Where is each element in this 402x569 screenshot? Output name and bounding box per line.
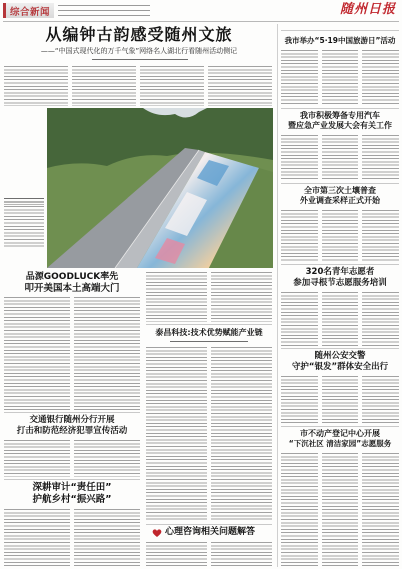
article-divider <box>281 348 399 349</box>
article-body-text <box>74 509 140 566</box>
article-headline: 泰昌科技:技术优势赋能产业链 <box>155 328 263 337</box>
article-body-text <box>362 376 399 424</box>
article-body-text <box>281 292 318 346</box>
caption-lead-text <box>4 198 44 205</box>
article-body <box>281 135 399 181</box>
article-body-text <box>281 135 318 181</box>
article-body-text <box>208 66 272 106</box>
article-body-text <box>146 347 207 522</box>
article-divider <box>281 30 399 31</box>
article-headline: 守护“银发”群体安全出行 <box>291 362 389 372</box>
article-body-text <box>211 272 272 322</box>
article-body-text <box>74 297 140 410</box>
article-headline: 心理咨询相关问题解答 <box>165 527 256 537</box>
article-divider <box>281 108 399 109</box>
article-headline: 我市积极筹备专用汽车 <box>300 111 380 120</box>
main-subheadline: ——“中国式现代化的万千气象”网络名人湖北行看随州活动侧记 <box>40 47 238 55</box>
article-body <box>4 509 140 566</box>
article-body-text <box>4 440 70 477</box>
article-body-text <box>281 453 318 566</box>
article-headline: 叩开美国本土高端大门 <box>24 283 120 294</box>
main-photo <box>47 108 273 268</box>
article-headline: 320名青年志愿者 <box>305 267 375 277</box>
article-body-text <box>362 135 399 181</box>
article-headline: 市不动产登记中心开展 <box>300 429 380 438</box>
article-headline: 打击和防范经济犯罪宣传活动 <box>16 426 128 436</box>
article-divider <box>281 426 399 427</box>
article-body-text <box>322 376 359 424</box>
article-body-text <box>362 210 399 262</box>
section-label-box <box>3 3 54 18</box>
article-body <box>146 347 272 522</box>
article-divider <box>146 524 272 525</box>
article-body-text <box>281 376 318 424</box>
article-body <box>281 50 399 106</box>
article-headline: “下沉社区 清洁家园”志愿服务 <box>288 439 392 448</box>
article-body-text <box>4 66 68 106</box>
article-body-text <box>74 440 140 477</box>
main-headline: 从编钟古韵感受随州文旅 <box>45 25 233 44</box>
column-divider <box>277 24 278 567</box>
article-body-text <box>322 135 359 181</box>
article-headline: 随州公安交警 <box>314 351 366 361</box>
continued-story-body <box>146 272 272 322</box>
article-headline: 深耕审计“责任田” <box>32 482 112 493</box>
article-headline: 交通银行随州分行开展 <box>29 415 115 425</box>
article-body <box>281 210 399 262</box>
article-body <box>146 542 272 566</box>
article-body-text <box>4 297 70 410</box>
article-body-text <box>322 50 359 106</box>
section-label: 综合新闻 <box>9 6 50 18</box>
article-divider <box>281 264 399 265</box>
article-headline: 我市举办“5·19中国旅游日”活动 <box>284 36 396 45</box>
main-story-body <box>4 66 272 106</box>
article-body-text <box>362 453 399 566</box>
article-body-text <box>211 542 272 566</box>
article-body-text <box>322 210 359 262</box>
article-headline: 暨应急产业发展大会有关工作 <box>288 121 392 130</box>
article-divider <box>4 479 140 480</box>
article-divider <box>281 183 399 184</box>
article-body <box>4 297 140 410</box>
article-headline: 品源GOODLUCK率先 <box>25 272 119 282</box>
article-headline: 护航乡村“振兴路” <box>32 494 112 505</box>
column-heading <box>152 527 270 538</box>
issue-info-text <box>58 5 150 16</box>
heart-shape <box>153 529 162 537</box>
article-body-text <box>146 272 207 322</box>
article-body <box>281 453 399 566</box>
article-divider <box>4 412 140 413</box>
article-divider <box>146 324 272 325</box>
article-body-text <box>322 453 359 566</box>
article-headline: 参加寻根节志愿服务培训 <box>293 278 387 288</box>
article-body-text <box>140 66 204 106</box>
header-divider <box>3 21 399 22</box>
masthead: 随州日报 <box>339 2 396 17</box>
article-body-text <box>72 66 136 106</box>
article-body <box>281 292 399 346</box>
article-body-text <box>211 347 272 522</box>
article-body <box>281 376 399 424</box>
article-byline <box>170 341 248 343</box>
main-byline <box>92 59 188 61</box>
article-body-text <box>146 542 207 566</box>
article-body-text <box>322 292 359 346</box>
article-body-text <box>4 509 70 566</box>
article-body <box>4 440 140 477</box>
article-headline: 外业调查采样正式开始 <box>300 196 380 205</box>
caption-text <box>4 206 44 248</box>
article-body-text <box>281 210 318 262</box>
heart-icon <box>152 528 162 538</box>
article-body-text <box>362 50 399 106</box>
article-body-text <box>362 292 399 346</box>
photo-caption <box>4 198 44 248</box>
article-headline: 全市第三次土壤普查 <box>304 186 376 195</box>
article-body-text <box>281 50 318 106</box>
